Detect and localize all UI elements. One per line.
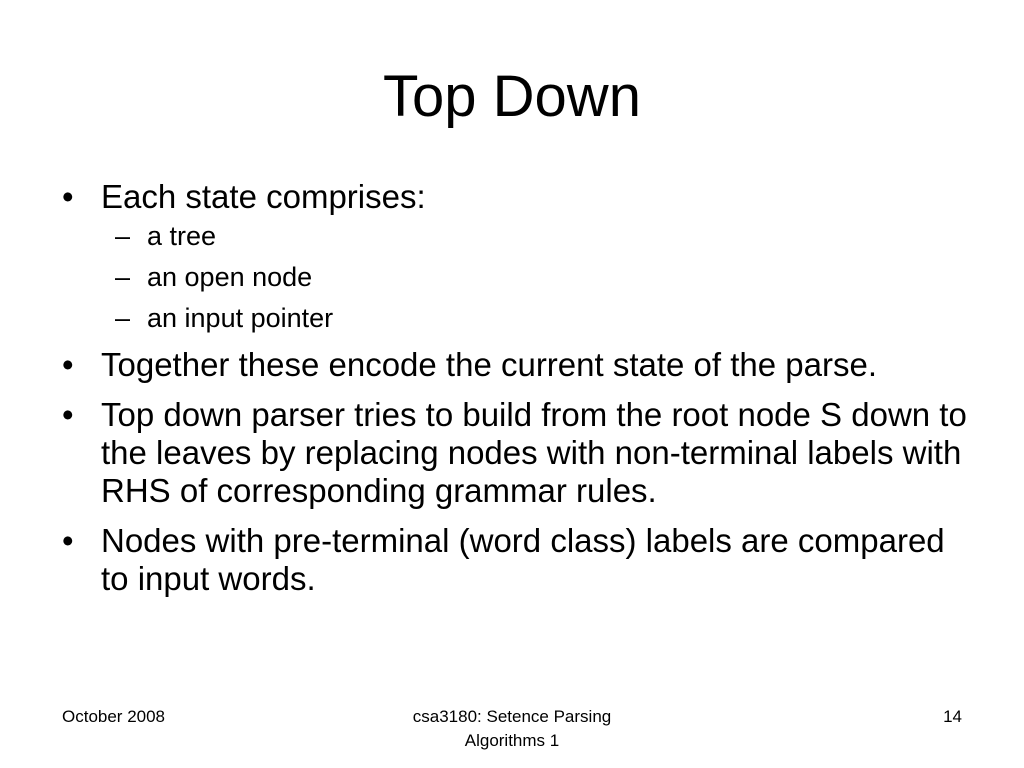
slide-title: Top Down (383, 64, 641, 129)
bullet-marker: • (62, 178, 74, 215)
bullet-text: Together these encode the current state of the parse. (101, 346, 877, 383)
bullet-marker: • (62, 396, 74, 433)
sub-bullet-marker: – (115, 262, 131, 292)
bullet-list (56, 178, 976, 610)
footer-page-number: 14 (943, 707, 962, 726)
sub-bullet-list (101, 220, 976, 334)
sub-bullet-text: a tree (147, 221, 217, 251)
sub-bullet-marker: – (115, 221, 131, 251)
sub-bullet-item (101, 220, 976, 252)
bullet-text: Top down parser tries to build from the root node S down to the leaves by replacing nodes with non-terminal labels with RHS of corresponding grammar rules. (101, 396, 967, 509)
bullet-item (56, 346, 976, 384)
bullet-text: Nodes with pre-terminal (word class) labels are compared to input words. (101, 522, 945, 597)
sub-bullet-item (101, 261, 976, 293)
bullet-item (56, 396, 976, 510)
sub-bullet-item (101, 302, 976, 334)
bullet-item (56, 178, 976, 334)
footer-course-line: csa3180: Setence Parsing (412, 707, 612, 726)
footer-date: October 2008 (62, 707, 166, 726)
sub-bullet-text: an open node (147, 262, 313, 292)
bullet-text: Each state comprises: (101, 178, 426, 215)
bullet-marker: • (62, 522, 74, 559)
bullet-marker: • (62, 346, 74, 383)
bullet-item (56, 522, 976, 598)
sub-bullet-marker: – (115, 303, 131, 333)
sub-bullet-text: an input pointer (147, 303, 334, 333)
footer-course-line: Algorithms 1 (464, 731, 560, 750)
footer-course-title (362, 705, 662, 753)
